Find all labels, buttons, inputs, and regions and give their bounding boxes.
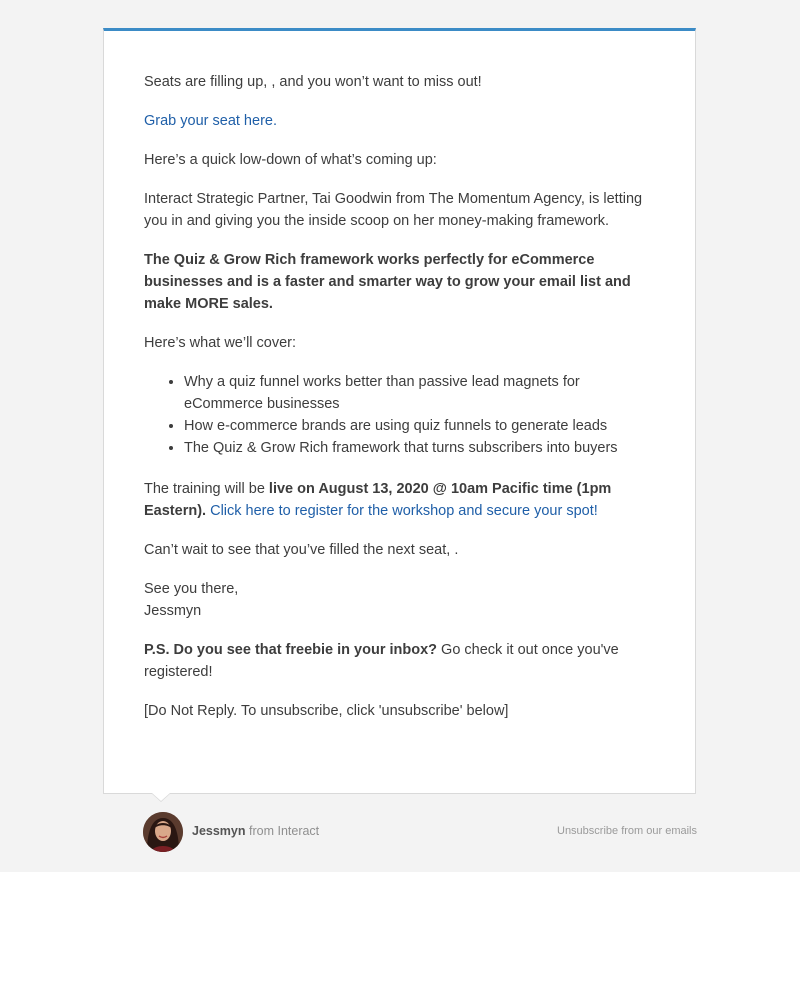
cover-list [144, 371, 654, 459]
training-prefix: The training will be [144, 481, 269, 497]
sender-info [192, 824, 319, 838]
training-paragraph [144, 478, 654, 522]
signature-text: Jessmyn [144, 603, 202, 619]
framework-paragraph [144, 249, 654, 315]
unsubscribe-link[interactable]: Unsubscribe from our emails [557, 825, 697, 837]
partner-text: Interact Strategic Partner, Tai Goodwin from The Momentum Agency, is letting you in and giving you the inside scoop on her money-making framework. [144, 191, 643, 229]
email-body [144, 71, 654, 739]
register-link[interactable]: Click here to register for the workshop and secure your spot! [210, 503, 598, 519]
signoff-paragraph [144, 578, 654, 622]
cover-intro-text: Here’s what we’ll cover: [144, 335, 297, 351]
ps-rest-text: Go check it out once you've registered! [144, 642, 619, 680]
cant-wait-text: Can’t wait to see that you’ve filled the next seat, . [144, 542, 459, 558]
list-item: • The Quiz & Grow Rich framework that turns subscribers into buyers [184, 437, 654, 459]
list-item: • How e-commerce brands are using quiz funnels to generate leads [184, 415, 654, 437]
sender-from: from Interact [249, 824, 320, 838]
intro-text: Seats are filling up, , and you won’t want to miss out! [144, 74, 482, 90]
ps-bold-text: P.S. Do you see that freebie in your inbox? [144, 642, 438, 658]
do-not-reply-text: [Do Not Reply. To unsubscribe, click 'unsubscribe' below] [144, 703, 509, 719]
training-date: live on August 13, 2020 @ 10am Pacific time (1pm Eastern). [144, 481, 612, 519]
sender-name: Jessmyn [192, 824, 246, 838]
see-you-text: See you there, [144, 581, 239, 597]
avatar [143, 812, 183, 852]
avatar-image [143, 812, 183, 852]
grab-seat-paragraph [144, 110, 654, 132]
lowdown-text: Here’s a quick low-down of what’s coming up: [144, 152, 437, 168]
email-card [103, 28, 696, 794]
list-item: • Why a quiz funnel works better than passive lead magnets for eCommerce businesses [184, 371, 654, 415]
framework-bold-text: The Quiz & Grow Rich framework works perfectly for eCommerce businesses and is a faster and smarter way to grow your email list and make MORE sales. [144, 252, 631, 312]
ps-paragraph [144, 639, 654, 683]
grab-seat-link[interactable]: Grab your seat here. [144, 113, 277, 129]
speech-pointer-inner [152, 793, 170, 801]
